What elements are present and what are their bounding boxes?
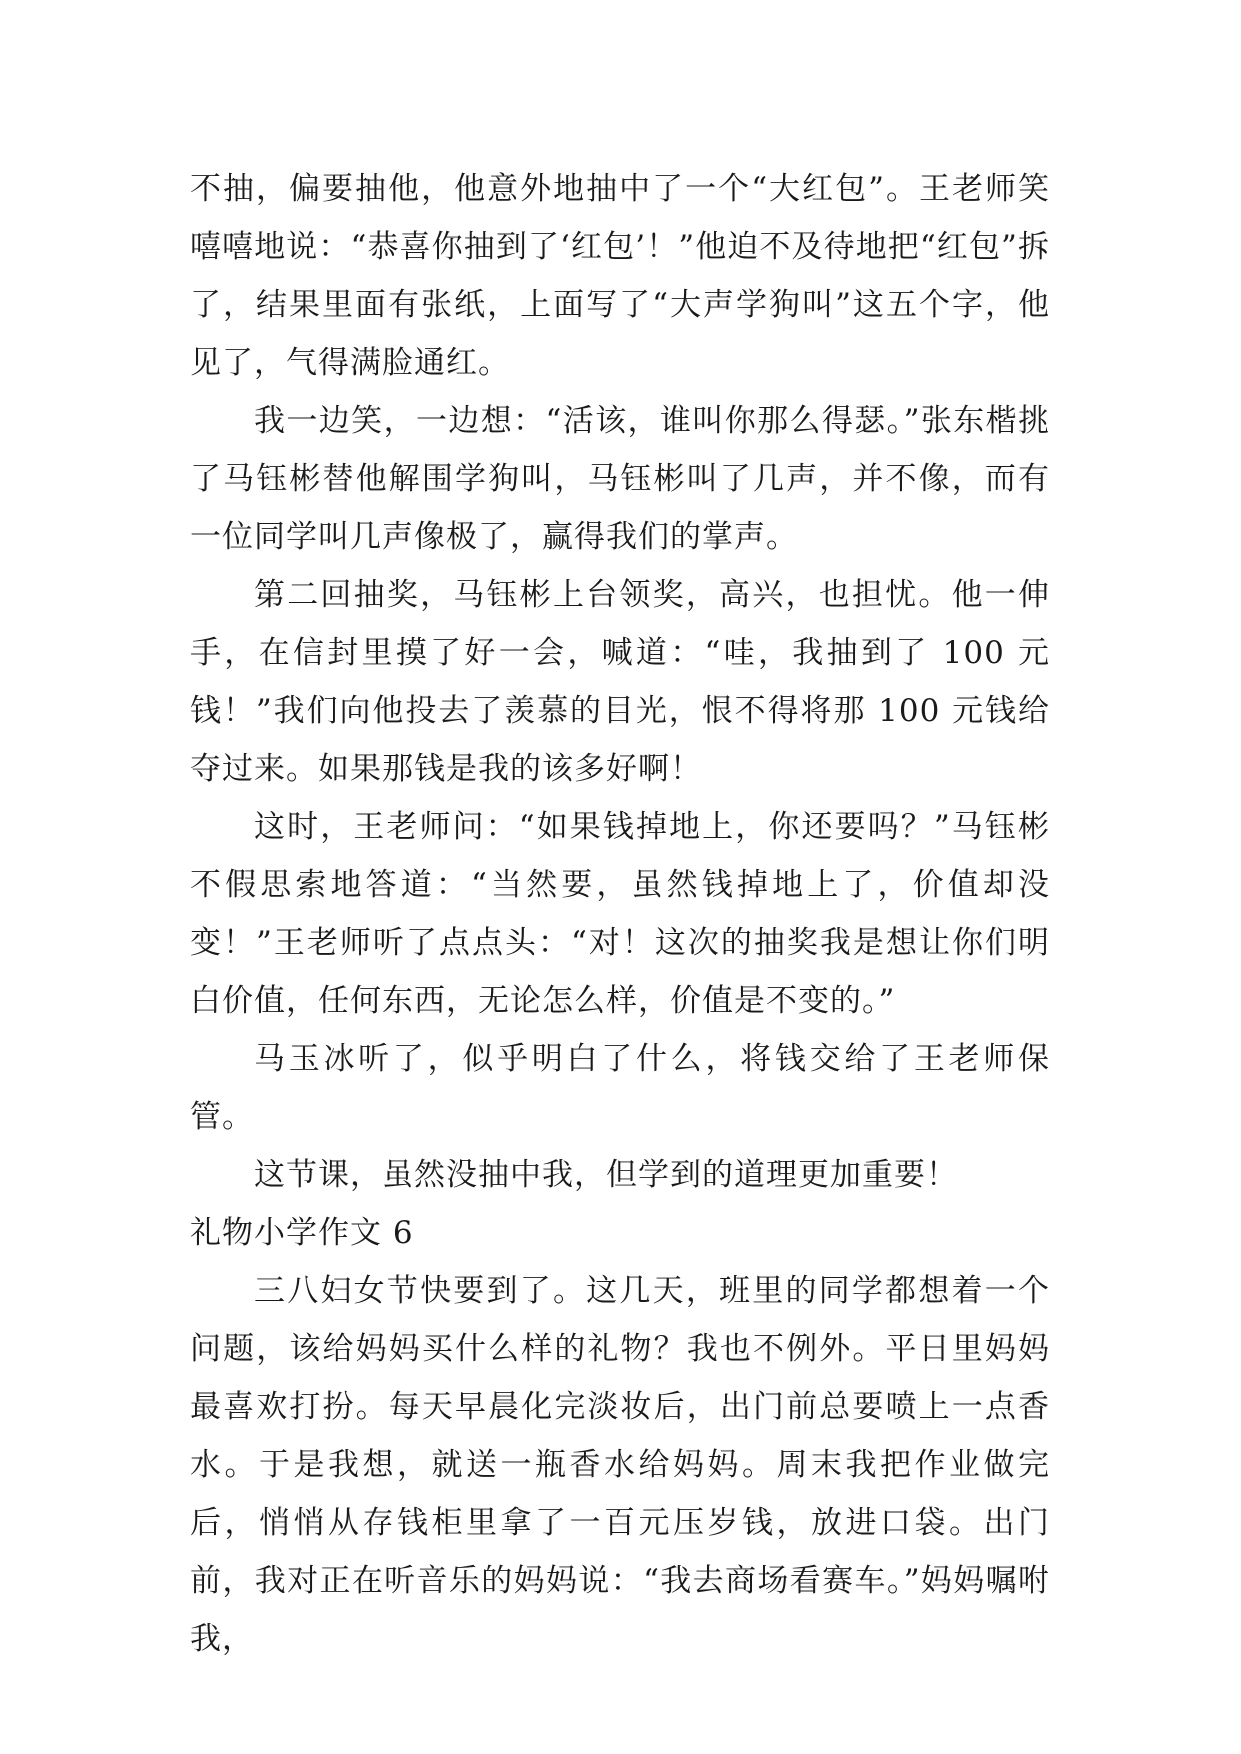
document-body [190, 160, 1050, 1668]
paragraph: 我一边笑，一边想：“活该，谁叫你那么得瑟。”张东楷挑了马钰彬替他解围学狗叫，马钰彬叫了几声，并不像，而有一位同学叫几声像极了，赢得我们的掌声。 [190, 403, 1050, 555]
paragraph: 三八妇女节快要到了。这几天，班里的同学都想着一个问题，该给妈妈买什么样的礼物？我也不例外。平日里妈妈最喜欢打扮。每天早晨化完淡妆后，出门前总要喷上一点香水。于是我想，就送一瓶香水给妈妈。周末我把作业做完后，悄悄从存钱柜里拿了一百元压岁钱，放进口袋。出门前，我对正在听音乐的妈妈说：“我去商场看赛车。”妈妈嘱咐我， [190, 1273, 1050, 1657]
paragraph: 这节课，虽然没抽中我，但学到的道理更加重要！ [254, 1157, 958, 1193]
section-heading: 礼物小学作文 6 [190, 1215, 414, 1251]
paragraph: 这时，王老师问：“如果钱掉地上，你还要吗？”马钰彬不假思索地答道：“当然要，虽然钱掉地上了，价值却没变！”王老师听了点点头：“对！这次的抽奖我是想让你们明白价值，任何东西，无论怎么样，价值是不变的。” [190, 809, 1050, 1019]
paragraph: 马玉冰听了，似乎明白了什么，将钱交给了王老师保管。 [190, 1041, 1050, 1135]
paragraph: 第二回抽奖，马钰彬上台领奖，高兴，也担忧。他一伸手，在信封里摸了好一会，喊道：“哇，我抽到了 100 元钱！”我们向他投去了羡慕的目光，恨不得将那 100 元钱给夺过来。如果那钱是我的该多好啊！ [190, 577, 1050, 787]
paragraph-continuation: 不抽，偏要抽他，他意外地抽中了一个“大红包”。王老师笑嘻嘻地说：“恭喜你抽到了‘红包’！”他迫不及待地把“红包”拆了，结果里面有张纸，上面写了“大声学狗叫”这五个字，他见了，气得满脸通红。 [190, 171, 1050, 381]
